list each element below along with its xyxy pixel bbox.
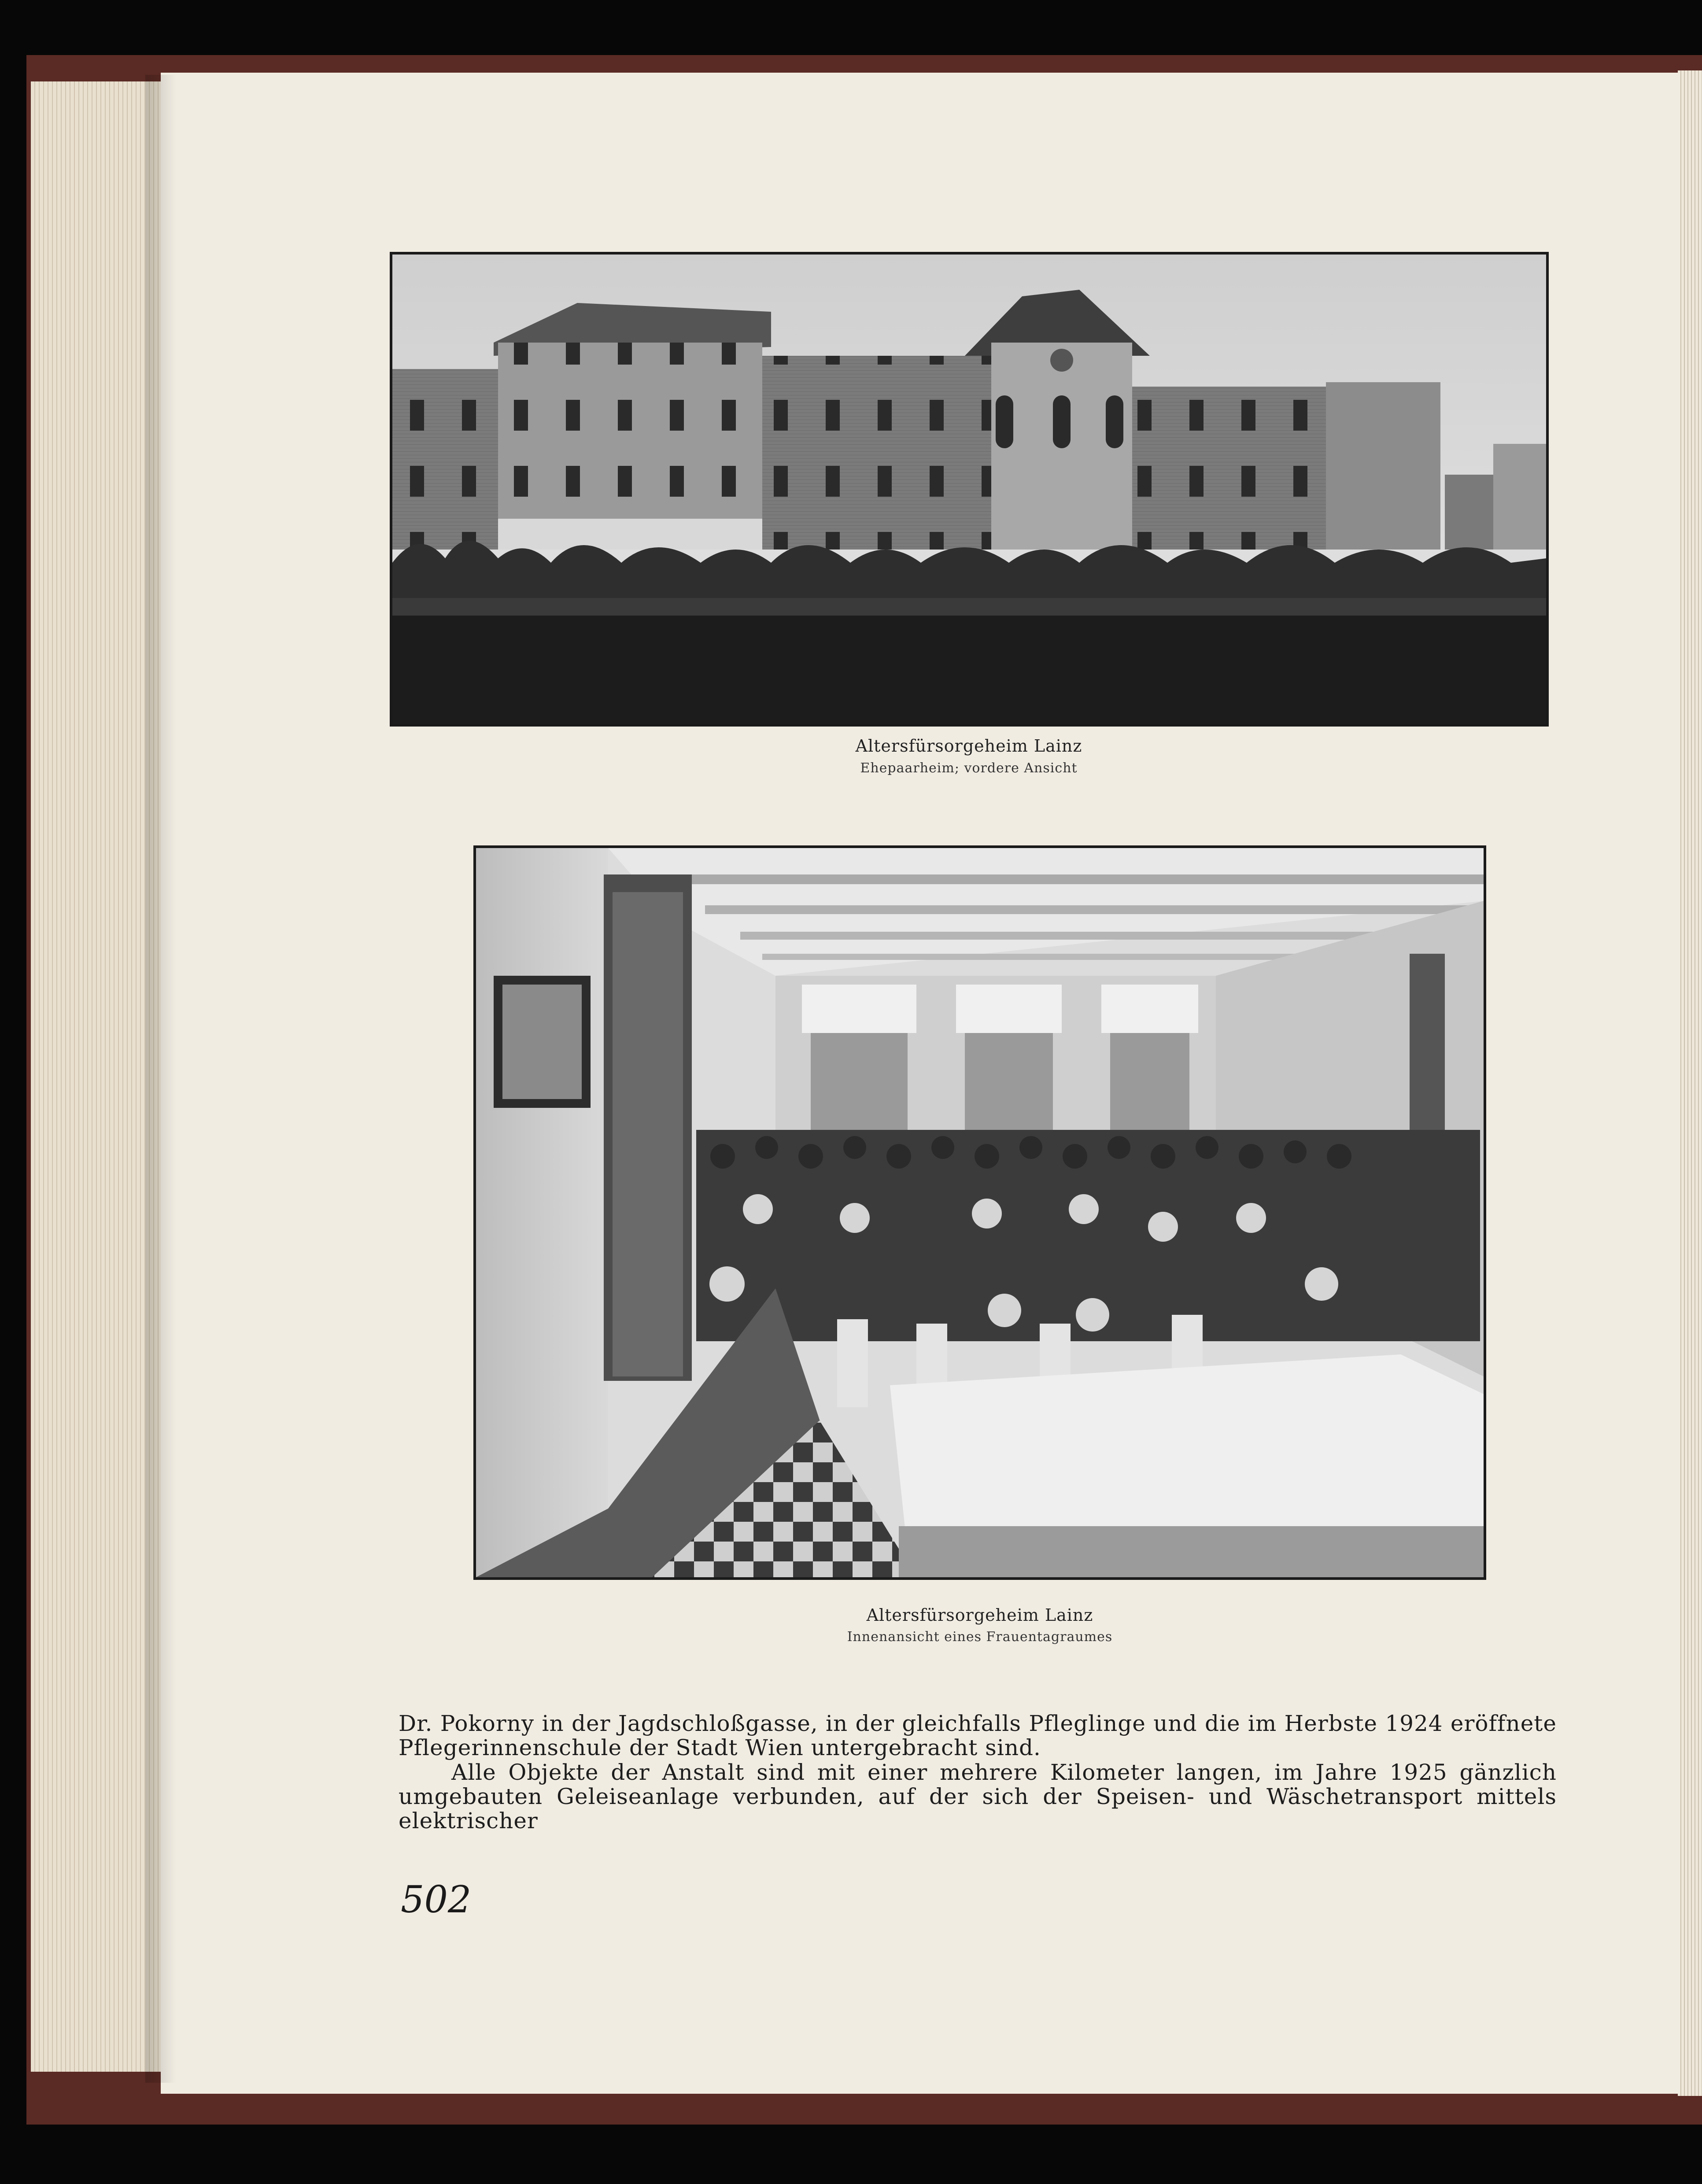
day-room-interior-photo	[473, 845, 1486, 1580]
body-paragraph-1: Dr. Pokorny in der Jagdschloßgasse, in der gleichfalls Pfleglinge und die im Herbste 1924 eröffnete Pflegerinnenschule der Stadt Wien untergebracht sind.	[399, 1711, 1557, 1760]
photo2-caption-title: Altersfürsorgeheim Lainz	[866, 1605, 1093, 1625]
page-edges	[31, 81, 163, 2072]
body-paragraph-2: Alle Objekte der Anstalt sind mit einer mehrere Kilometer langen, im Jahre 1925 gänzlich umgebauten Geleiseanlage verbunden, auf der sich der Speisen- und Wäschetransport mittels elektrischer	[399, 1760, 1557, 1834]
photo1-caption-title: Altersfürsorgeheim Lainz	[855, 736, 1082, 756]
photo2-caption-subtitle: Innenansicht eines Frauentagraumes	[847, 1629, 1113, 1645]
gutter-shadow	[145, 75, 176, 2083]
photo1-caption-subtitle: Ehepaarheim; vordere Ansicht	[860, 760, 1078, 776]
building-exterior-photo	[390, 252, 1549, 727]
page-number: 502	[401, 1878, 472, 1921]
right-page-edges	[1678, 70, 1702, 2096]
